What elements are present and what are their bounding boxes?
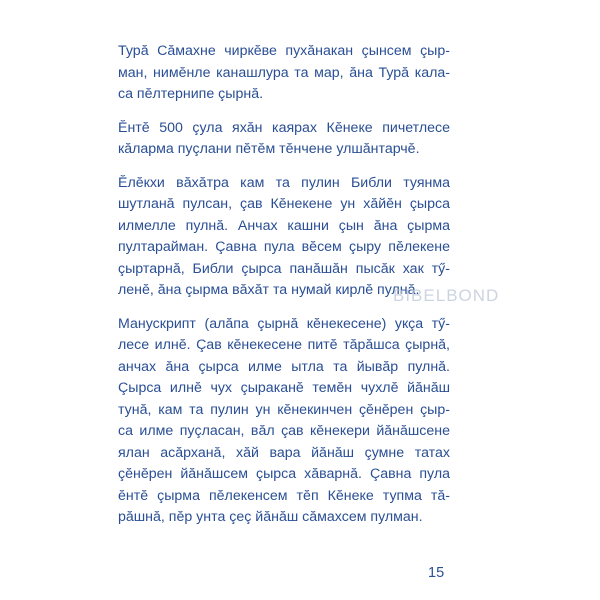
text-line: кăларма пуçлани пĕтĕм тĕнчене улшăнтарчĕ.: [118, 141, 420, 157]
paragraph-2: [118, 118, 450, 161]
text-line: шутланă пулсан, çав Кĕнекене ун хăйĕн çырса: [118, 196, 450, 212]
text-line: са пĕлтернипе çырнă.: [118, 86, 264, 102]
text-line: çĕнĕрен йăнăшсем çырса хăварнă. Çавна пула: [118, 466, 450, 482]
paragraph-1: [118, 41, 450, 106]
text-line: анчах ăна çырса илме ытла та йывăр пулнă.: [118, 358, 450, 375]
text-line: илмелле пулнă. Анчах кашни çын ăна çырма: [118, 217, 450, 234]
text-line: ялан асăрханă, хăй вара йăнăш çумне татах: [118, 444, 450, 461]
text-line: çыртарнă, Библи çырса панăшăн пысăк хак тӳ-: [118, 260, 450, 277]
text-line: са илме пуçласан, вăл çав кĕнекери йăнăшсене: [118, 423, 450, 439]
text-line: ленĕ, ăна çырма вăхăт та нумай кирлĕ пулнă.: [118, 282, 420, 298]
text-line: пултарайман. Çавна пула вĕсем çыру пĕлекене: [118, 239, 450, 255]
text-line: Ĕлĕкхи вăхăтра кам та пулин Библи туянма: [118, 174, 450, 191]
text-line: Турă Сăмахне чиркĕве пухăнакан çынсем çыр-: [118, 43, 450, 59]
paragraph-3: [118, 173, 450, 302]
text-line: Çырса илнĕ чух çыраканĕ темĕн чухлĕ йăнăш: [118, 380, 450, 396]
text-line: ĕнтĕ çырма пĕлекенсем тĕп Кĕнеке тупма тă-: [118, 487, 450, 504]
text-line: тунă, кам та пулин ун кĕнекинчен çĕнĕрен çыр-: [118, 401, 450, 418]
text-line: ман, нимĕнле канашлура та мар, ăна Турă кала-: [118, 64, 450, 81]
text-line: Ĕнтĕ 500 çула яхăн каярах Кĕнеке пичетлесе: [118, 119, 450, 136]
text-line: Манускрипт (алăпа çырнă кĕнекесене) укçа тӳ-: [118, 315, 450, 332]
paragraph-4: [118, 314, 450, 529]
text-line: рăшнă, пĕр унта çеç йăнăш сăмахсем пулман.: [118, 509, 423, 525]
text-line: лесе илнĕ. Çав кĕнекесене питĕ тăрăшса çырнă,: [118, 337, 450, 353]
watermark: BIBELBOND: [393, 286, 500, 305]
page-number: 15: [428, 565, 445, 581]
